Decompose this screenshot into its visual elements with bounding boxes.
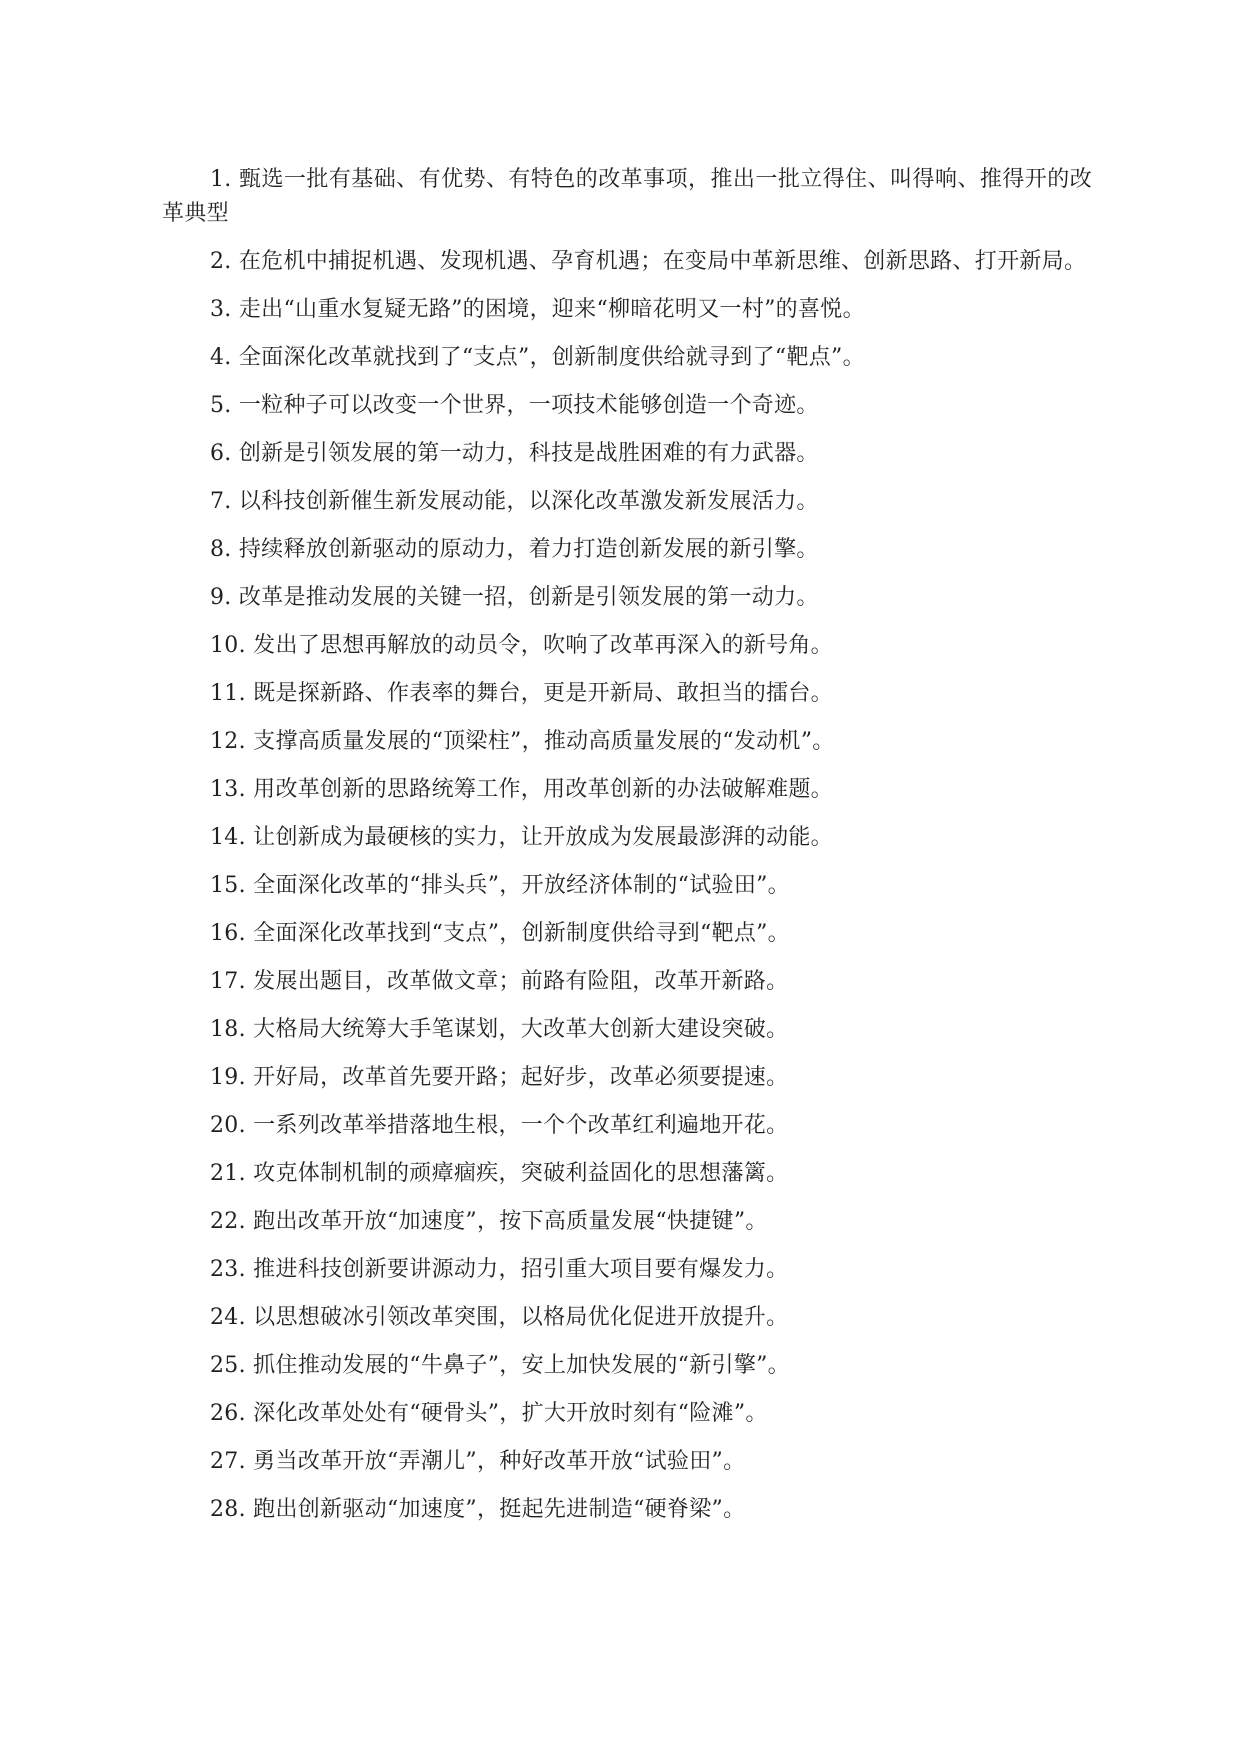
list-item: 25. 抓住推动发展的“牛鼻子”，安上加快发展的“新引擎”。 [210, 1353, 790, 1378]
list-item: 27. 勇当改革开放“弄潮儿”，种好改革开放“试验田”。 [210, 1449, 746, 1474]
list-item: 10. 发出了思想再解放的动员令，吹响了改革再深入的新号角。 [210, 633, 833, 658]
list-item: 21. 攻克体制机制的顽瘴痼疾，突破利益固化的思想藩篱。 [210, 1161, 789, 1186]
list-item: 11. 既是探新路、作表率的舞台，更是开新局、敢担当的擂台。 [210, 681, 833, 706]
list-item: 6. 创新是引领发展的第一动力，科技是战胜困难的有力武器。 [210, 441, 819, 466]
list-item: 26. 深化改革处处有“硬骨头”，扩大开放时刻有“险滩”。 [210, 1401, 768, 1426]
list-item: 13. 用改革创新的思路统筹工作，用改革创新的办法破解难题。 [210, 777, 833, 802]
list-item: 24. 以思想破冰引领改革突围，以格局优化促进开放提升。 [210, 1305, 789, 1330]
list-item: 23. 推进科技创新要讲源动力，招引重大项目要有爆发力。 [210, 1257, 789, 1282]
list-item: 3. 走出“山重水复疑无路”的困境，迎来“柳暗花明又一村”的喜悦。 [210, 297, 865, 322]
list-item: 1. 甄选一批有基础、有优势、有特色的改革事项，推出一批立得住、叫得响、推得开的改革典型 [162, 167, 1092, 226]
list-item: 22. 跑出改革开放“加速度”，按下高质量发展“快捷键”。 [210, 1209, 768, 1234]
list-item: 14. 让创新成为最硬核的实力，让开放成为发展最澎湃的动能。 [210, 825, 833, 850]
document-body [162, 163, 1092, 1541]
list-item: 5. 一粒种子可以改变一个世界，一项技术能够创造一个奇迹。 [210, 393, 819, 418]
list-item: 17. 发展出题目，改革做文章；前路有险阻，改革开新路。 [210, 969, 789, 994]
list-item: 9. 改革是推动发展的关键一招，创新是引领发展的第一动力。 [210, 585, 819, 610]
list-item: 8. 持续释放创新驱动的原动力，着力打造创新发展的新引擎。 [210, 537, 819, 562]
list-item: 2. 在危机中捕捉机遇、发现机遇、孕育机遇；在变局中革新思维、创新思路、打开新局。 [210, 249, 1087, 274]
list-item: 20. 一系列改革举措落地生根，一个个改革红利遍地开花。 [210, 1113, 789, 1138]
list-item: 7. 以科技创新催生新发展动能，以深化改革激发新发展活力。 [210, 489, 819, 514]
list-item: 19. 开好局，改革首先要开路；起好步，改革必须要提速。 [210, 1065, 789, 1090]
list-item: 12. 支撑高质量发展的“顶梁柱”，推动高质量发展的“发动机”。 [210, 729, 835, 754]
list-item: 16. 全面深化改革找到“支点”，创新制度供给寻到“靶点”。 [210, 921, 790, 946]
list-item: 18. 大格局大统筹大手笔谋划，大改革大创新大建设突破。 [210, 1017, 789, 1042]
list-item: 4. 全面深化改革就找到了“支点”，创新制度供给就寻到了“靶点”。 [210, 345, 865, 370]
list-item: 15. 全面深化改革的“排头兵”，开放经济体制的“试验田”。 [210, 873, 790, 898]
list-item: 28. 跑出创新驱动“加速度”，挺起先进制造“硬脊梁”。 [210, 1497, 746, 1522]
